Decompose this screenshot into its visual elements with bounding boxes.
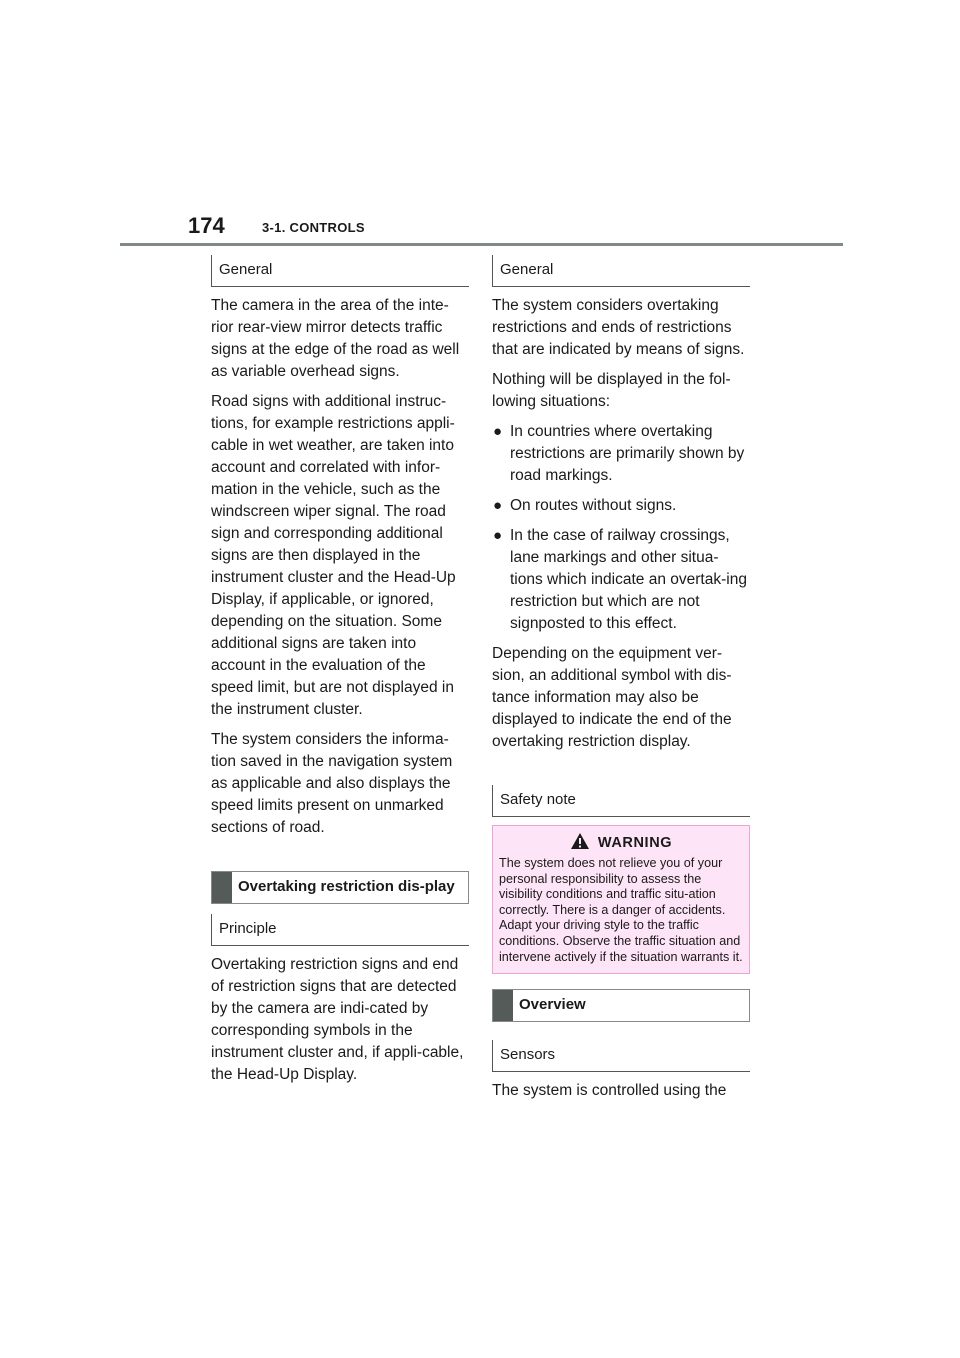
general-heading-right: General [492, 255, 750, 287]
general-paragraph: The camera in the area of the inte-rior rear-view mirror detects traffic signs at the edge of the road as well as variable overhead signs. [211, 297, 460, 380]
situations-list [492, 421, 750, 635]
warning-box [492, 825, 750, 974]
paragraph: Nothing will be displayed in the fol-lowing situations: [492, 371, 731, 410]
page-number: 174 [188, 213, 225, 238]
heading-bar [493, 990, 513, 1021]
right-column [492, 255, 750, 1110]
list-item-text: In countries where overtaking restrictions are primarily shown by road markings. [510, 423, 745, 484]
header-rule [120, 243, 843, 246]
general-heading: General [211, 255, 469, 287]
warning-triangle-icon [570, 832, 590, 850]
principle-heading: Principle [211, 914, 469, 946]
principle-paragraph: Overtaking restriction signs and end of restriction signs that are detected by the camera are indi-cated by corresponding symbols in the instrument cluster and, if appli-cable, the Head-Up Display. [211, 956, 464, 1083]
warning-title-label: WARNING [597, 835, 673, 851]
bullet-icon: ● [493, 497, 503, 514]
overview-heading [492, 989, 750, 1022]
safety-note-heading: Safety note [492, 785, 750, 817]
list-item [492, 495, 750, 517]
list-item [492, 525, 750, 635]
list-item-text: In the case of railway crossings, lane markings and other situa-tions which indicate an overtak-ing restriction but which are not signposted to this effect. [510, 527, 747, 632]
overtaking-restriction-heading [211, 871, 469, 904]
bullet-icon: ● [493, 527, 503, 544]
warning-text: The system does not relieve you of your personal responsibility to assess the visibility conditions and traffic situ-ation correctly. There is a danger of accidents. Adapt your driving style to the traffic conditions. Observe the traffic situation and intervene actively if the situation warrants it. [499, 856, 743, 964]
list-item [492, 421, 750, 487]
list-item-text: On routes without signs. [510, 497, 677, 514]
sensors-heading: Sensors [492, 1040, 750, 1072]
paragraph: Depending on the equipment ver-sion, an additional symbol with dis-tance information may also be displayed to indicate the end of the overtaking restriction display. [492, 645, 732, 750]
section-title: 3-1. CONTROLS [262, 220, 365, 235]
heading-bar [212, 872, 232, 903]
warning-title [499, 832, 743, 851]
left-column [211, 255, 469, 1094]
paragraph: The system considers overtaking restrictions and ends of restrictions that are indicated by means of signs. [492, 297, 745, 358]
overtaking-heading-label: Overtaking restriction dis-play [238, 878, 455, 895]
general-paragraph: The system considers the informa-tion saved in the navigation system as applicable and also displays the speed limits present on unmarked sections of road. [211, 731, 453, 836]
general-paragraph: Road signs with additional instruc-tions, for example restrictions appli-cable in wet weather, are taken into account and correlated with infor-mation in the vehicle, such as the windscreen wiper signal. The road sign and corresponding additional signs are then displayed in the instrument cluster and the Head-Up Display, if applicable, or ignored, depending on the situation. Some additional signs are taken into account in the evaluation of the speed limit, but are not displayed in the instrument cluster. [211, 393, 456, 718]
overview-heading-label: Overview [519, 996, 586, 1014]
sensors-paragraph: The system is controlled using the [492, 1082, 727, 1100]
bullet-icon: ● [493, 423, 503, 440]
